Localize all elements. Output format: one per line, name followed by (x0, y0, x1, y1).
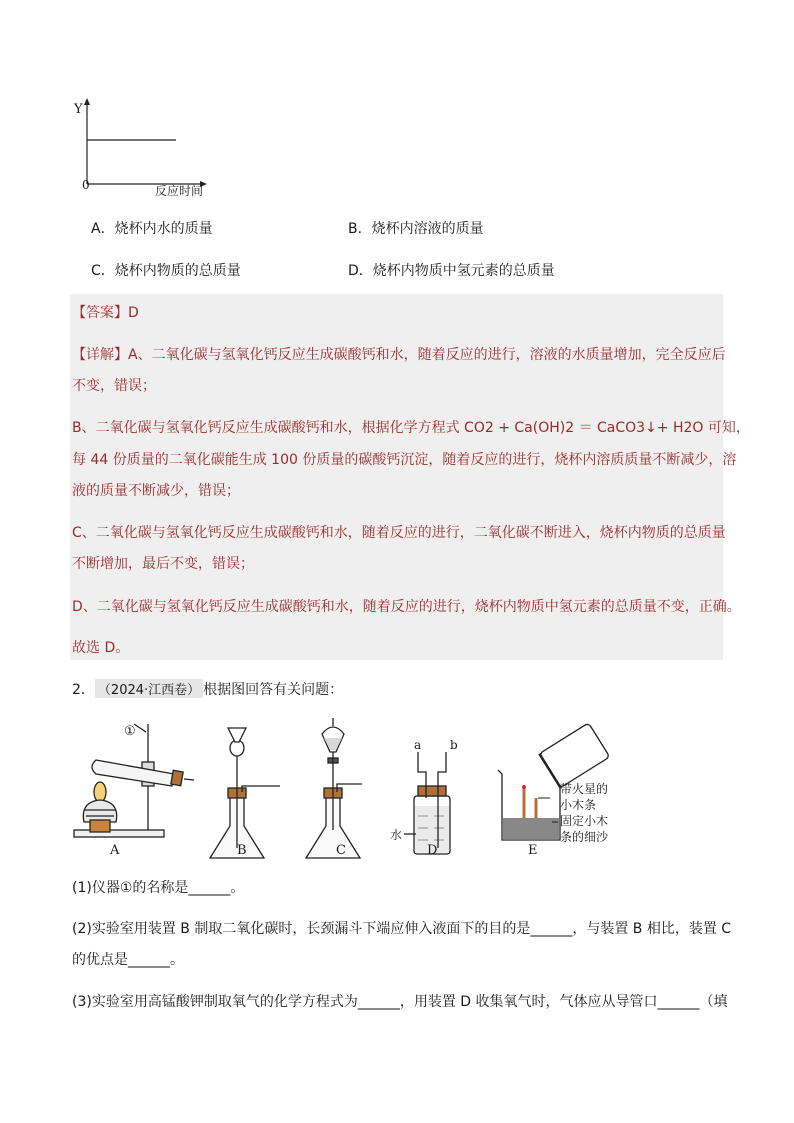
stand-base (74, 830, 164, 837)
x-axis-label: 反应时间 (155, 184, 204, 198)
apparatus-b (210, 728, 280, 858)
funnel-cup (228, 728, 246, 742)
explain-a-2: 不变，错误； (72, 378, 156, 394)
sub-question-2-line-2: 的优点是______。 (72, 952, 184, 968)
sub-question-2-line-1: (2)实验室用装置 B 制取二氧化碳时，长颈漏斗下端应伸入液面下的目的是______，与装置 B 相比，装置 C (72, 921, 732, 937)
y-axis-label: Y (74, 102, 83, 117)
y-axis-arrow (84, 98, 90, 105)
explain-c-1: C、二氧化碳与氢氧化钙反应生成碳酸钙和水，随着反应的进行，二氧化碳不断进入，烧杯内物质的总质量 (72, 525, 726, 541)
marker-1: ① (124, 724, 136, 739)
question-2-header (72, 679, 343, 699)
sand-layer (503, 818, 559, 839)
apparatus-c (306, 718, 362, 858)
marker-leader (134, 724, 146, 732)
alcohol-lamp (83, 800, 116, 822)
option-b: B．烧杯内溶液的质量 (348, 221, 484, 237)
e-label-1: 带火星的 (560, 782, 609, 796)
explain-a-1: 【详解】A、二氧化碳与氢氧化钙反应生成碳酸钙和水，随着反应的进行，溶液的水质量增加，完全反应后 (72, 347, 726, 363)
lamp-block (90, 820, 110, 832)
question-number: 2． (72, 682, 95, 698)
explain-b-3: 液的质量不断减少，错误； (72, 483, 240, 499)
e-label-4: 条的细沙 (560, 830, 609, 844)
answer-line: 【答案】D (72, 305, 139, 321)
test-tube (92, 760, 174, 786)
apparatus-b-label: B (237, 843, 247, 858)
question-stem: 根据图回答有关问题： (203, 682, 344, 698)
e-label-3: 固定小木 (560, 814, 609, 828)
stopper-d (418, 786, 446, 796)
source-tag: （2024·江西卷） (95, 679, 203, 698)
explain-b-1: B、二氧化碳与氢氧化钙反应生成碳酸钙和水，根据化学方程式 CO2 + Ca(OH)2 ＝ CaCO3↓+ H2O 可知， (72, 420, 750, 436)
port-b-label: b (450, 738, 458, 752)
origin-label: 0 (82, 178, 90, 192)
outlet-b (242, 786, 280, 792)
port-a-label: a (414, 738, 422, 752)
tube-stopper (171, 770, 183, 786)
water-label: 水 (390, 828, 403, 842)
explain-b-2: 每 44 份质量的二氧化碳能生成 100 份质量的碳酸钙沉淀，随着反应的进行，烧杯内溶质质量不断减少，溶 (72, 452, 737, 468)
lamp-flame (94, 782, 106, 802)
apparatus-c-label: C (336, 843, 346, 858)
apparatus-d-label: D (427, 843, 438, 858)
apparatus-d (404, 752, 450, 854)
delivery-tube (184, 779, 194, 780)
conclusion: 故选 D。 (72, 640, 130, 656)
explain-d: D、二氧化碳与氢氧化钙反应生成碳酸钙和水，随着反应的进行，烧杯内物质中氢元素的总质量不变，正确。 (72, 599, 741, 615)
sub-question-1: (1)仪器①的名称是______。 (72, 880, 245, 896)
explain-c-2: 不断增加，最后不变，错误； (72, 556, 254, 572)
option-a: A．烧杯内水的质量 (91, 221, 213, 237)
e-label-2: 小木条 (560, 798, 597, 812)
apparatus-e-label: E (528, 843, 538, 858)
apparatus-figure (66, 712, 646, 862)
apparatus-a (74, 724, 194, 837)
sub-question-3: (3)实验室用高锰酸钾制取氧气的化学方程式为______，用装置 D 收集氧气时，气体应从导管口______（填 (72, 994, 728, 1010)
apparatus-a-label: A (110, 843, 120, 858)
option-d: D．烧杯内物质中氢元素的总质量 (348, 263, 555, 279)
option-c: C．烧杯内物质的总质量 (91, 263, 241, 279)
